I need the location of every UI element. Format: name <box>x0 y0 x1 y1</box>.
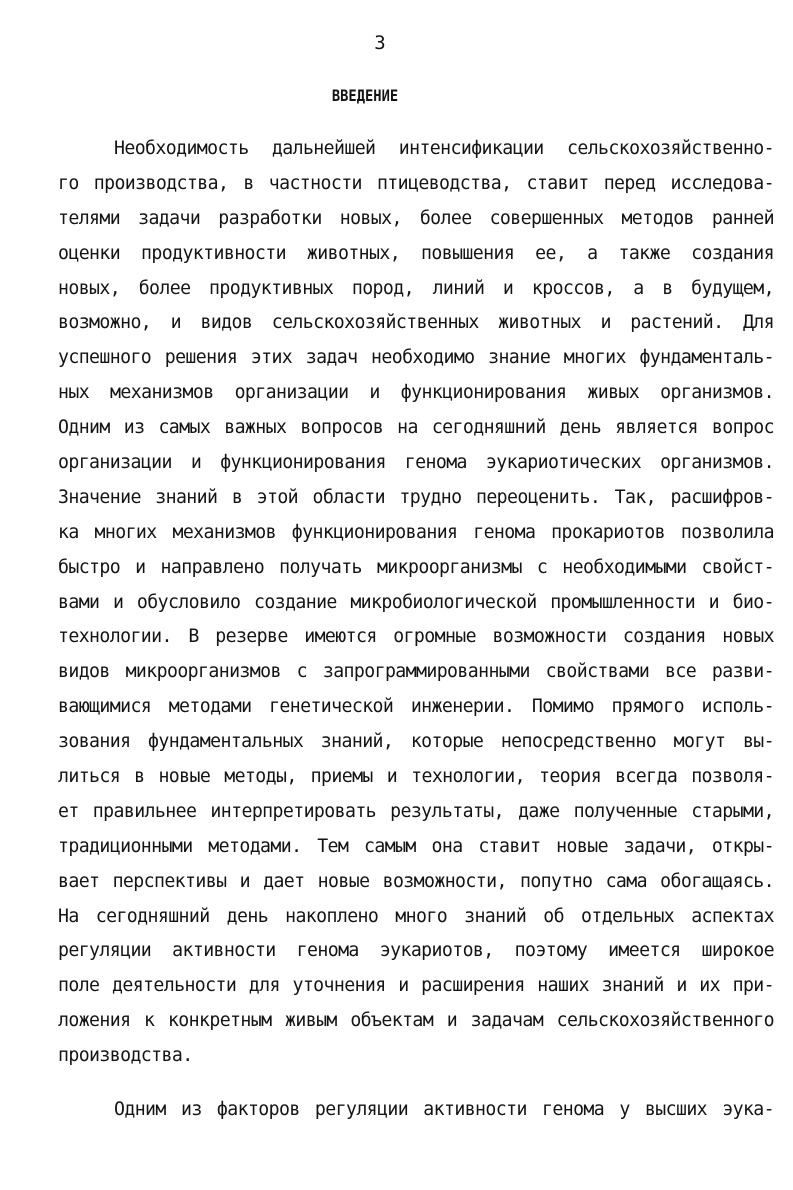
section-heading: ВВЕДЕНИЕ <box>331 86 399 105</box>
text-line: Значение знаний в этой области трудно переоценить. Так, расшифров- <box>58 486 774 508</box>
text-line: телями задачи разработки новых, более совершенных методов ранней <box>58 207 774 229</box>
paragraph-2 <box>58 1093 774 1128</box>
text-line: видов микроорганизмов с запрограммированными свойствами все разви- <box>58 661 774 683</box>
text-line: оценки продуктивности животных, повышения ее, а также создания <box>58 242 774 264</box>
text-line: организации и функционирования генома эукариотических организмов. <box>58 452 774 474</box>
text-line: быстро и направлено получать микроорганизмы с необходимыми свойст- <box>58 556 774 578</box>
text-line: возможно, и видов сельскохозяйственных животных и растений. Для <box>58 312 774 334</box>
text-line: ка многих механизмов функционирования генома прокариотов позволила <box>58 521 774 543</box>
text-line: Необходимость дальнейшей интенсификации сельскохозяйственно- <box>114 138 774 159</box>
page-number: 3 <box>374 32 386 54</box>
text-line: традиционными методами. Тем самым она ставит новые задачи, откры- <box>58 835 774 857</box>
text-line: Одним из факторов регуляции активности генома у высших эука- <box>114 1099 774 1120</box>
text-line: го производства, в частности птицеводства, ставит перед исследова- <box>58 172 774 194</box>
text-line: На сегодняшний день накоплено много знаний об отдельных аспектах <box>58 905 774 927</box>
text-line: вами и обусловило создание микробиологической промышленности и био- <box>58 591 774 613</box>
text-line: ет правильнее интерпретировать результаты, даже полученные старыми, <box>58 800 774 822</box>
text-line: зования фундаментальных знаний, которые непосредственно могут вы- <box>58 731 774 753</box>
text-line: поле деятельности для уточнения и расширения наших знаний и их при- <box>58 975 774 997</box>
text-line: успешного решения этих задач необходимо знание многих фундаменталь- <box>58 347 774 369</box>
text-line: новых, более продуктивных пород, линий и кроссов, а в будущем, <box>58 277 774 299</box>
text-line: ных механизмов организации и функционирования живых организмов. <box>58 382 774 404</box>
text-line: вает перспективы и дает новые возможности, попутно сама обогащаясь. <box>58 870 774 892</box>
paragraph-1 <box>58 132 774 1074</box>
text-line: Одним из самых важных вопросов на сегодняшний день является вопрос <box>58 417 774 439</box>
text-line: производства. <box>58 1045 193 1067</box>
text-line: технологии. В резерве имеются огромные возможности создания новых <box>58 626 774 648</box>
text-line: ложения к конкретным живым объектам и задачам сельскохозяйственного <box>58 1010 774 1032</box>
text-line: регуляции активности генома эукариотов, поэтому имеется широкое <box>58 940 774 962</box>
text-line: вающимися методами генетической инженерии. Помимо прямого исполь- <box>58 696 774 718</box>
text-line: литься в новые методы, приемы и технологии, теория всегда позволя- <box>58 766 774 788</box>
